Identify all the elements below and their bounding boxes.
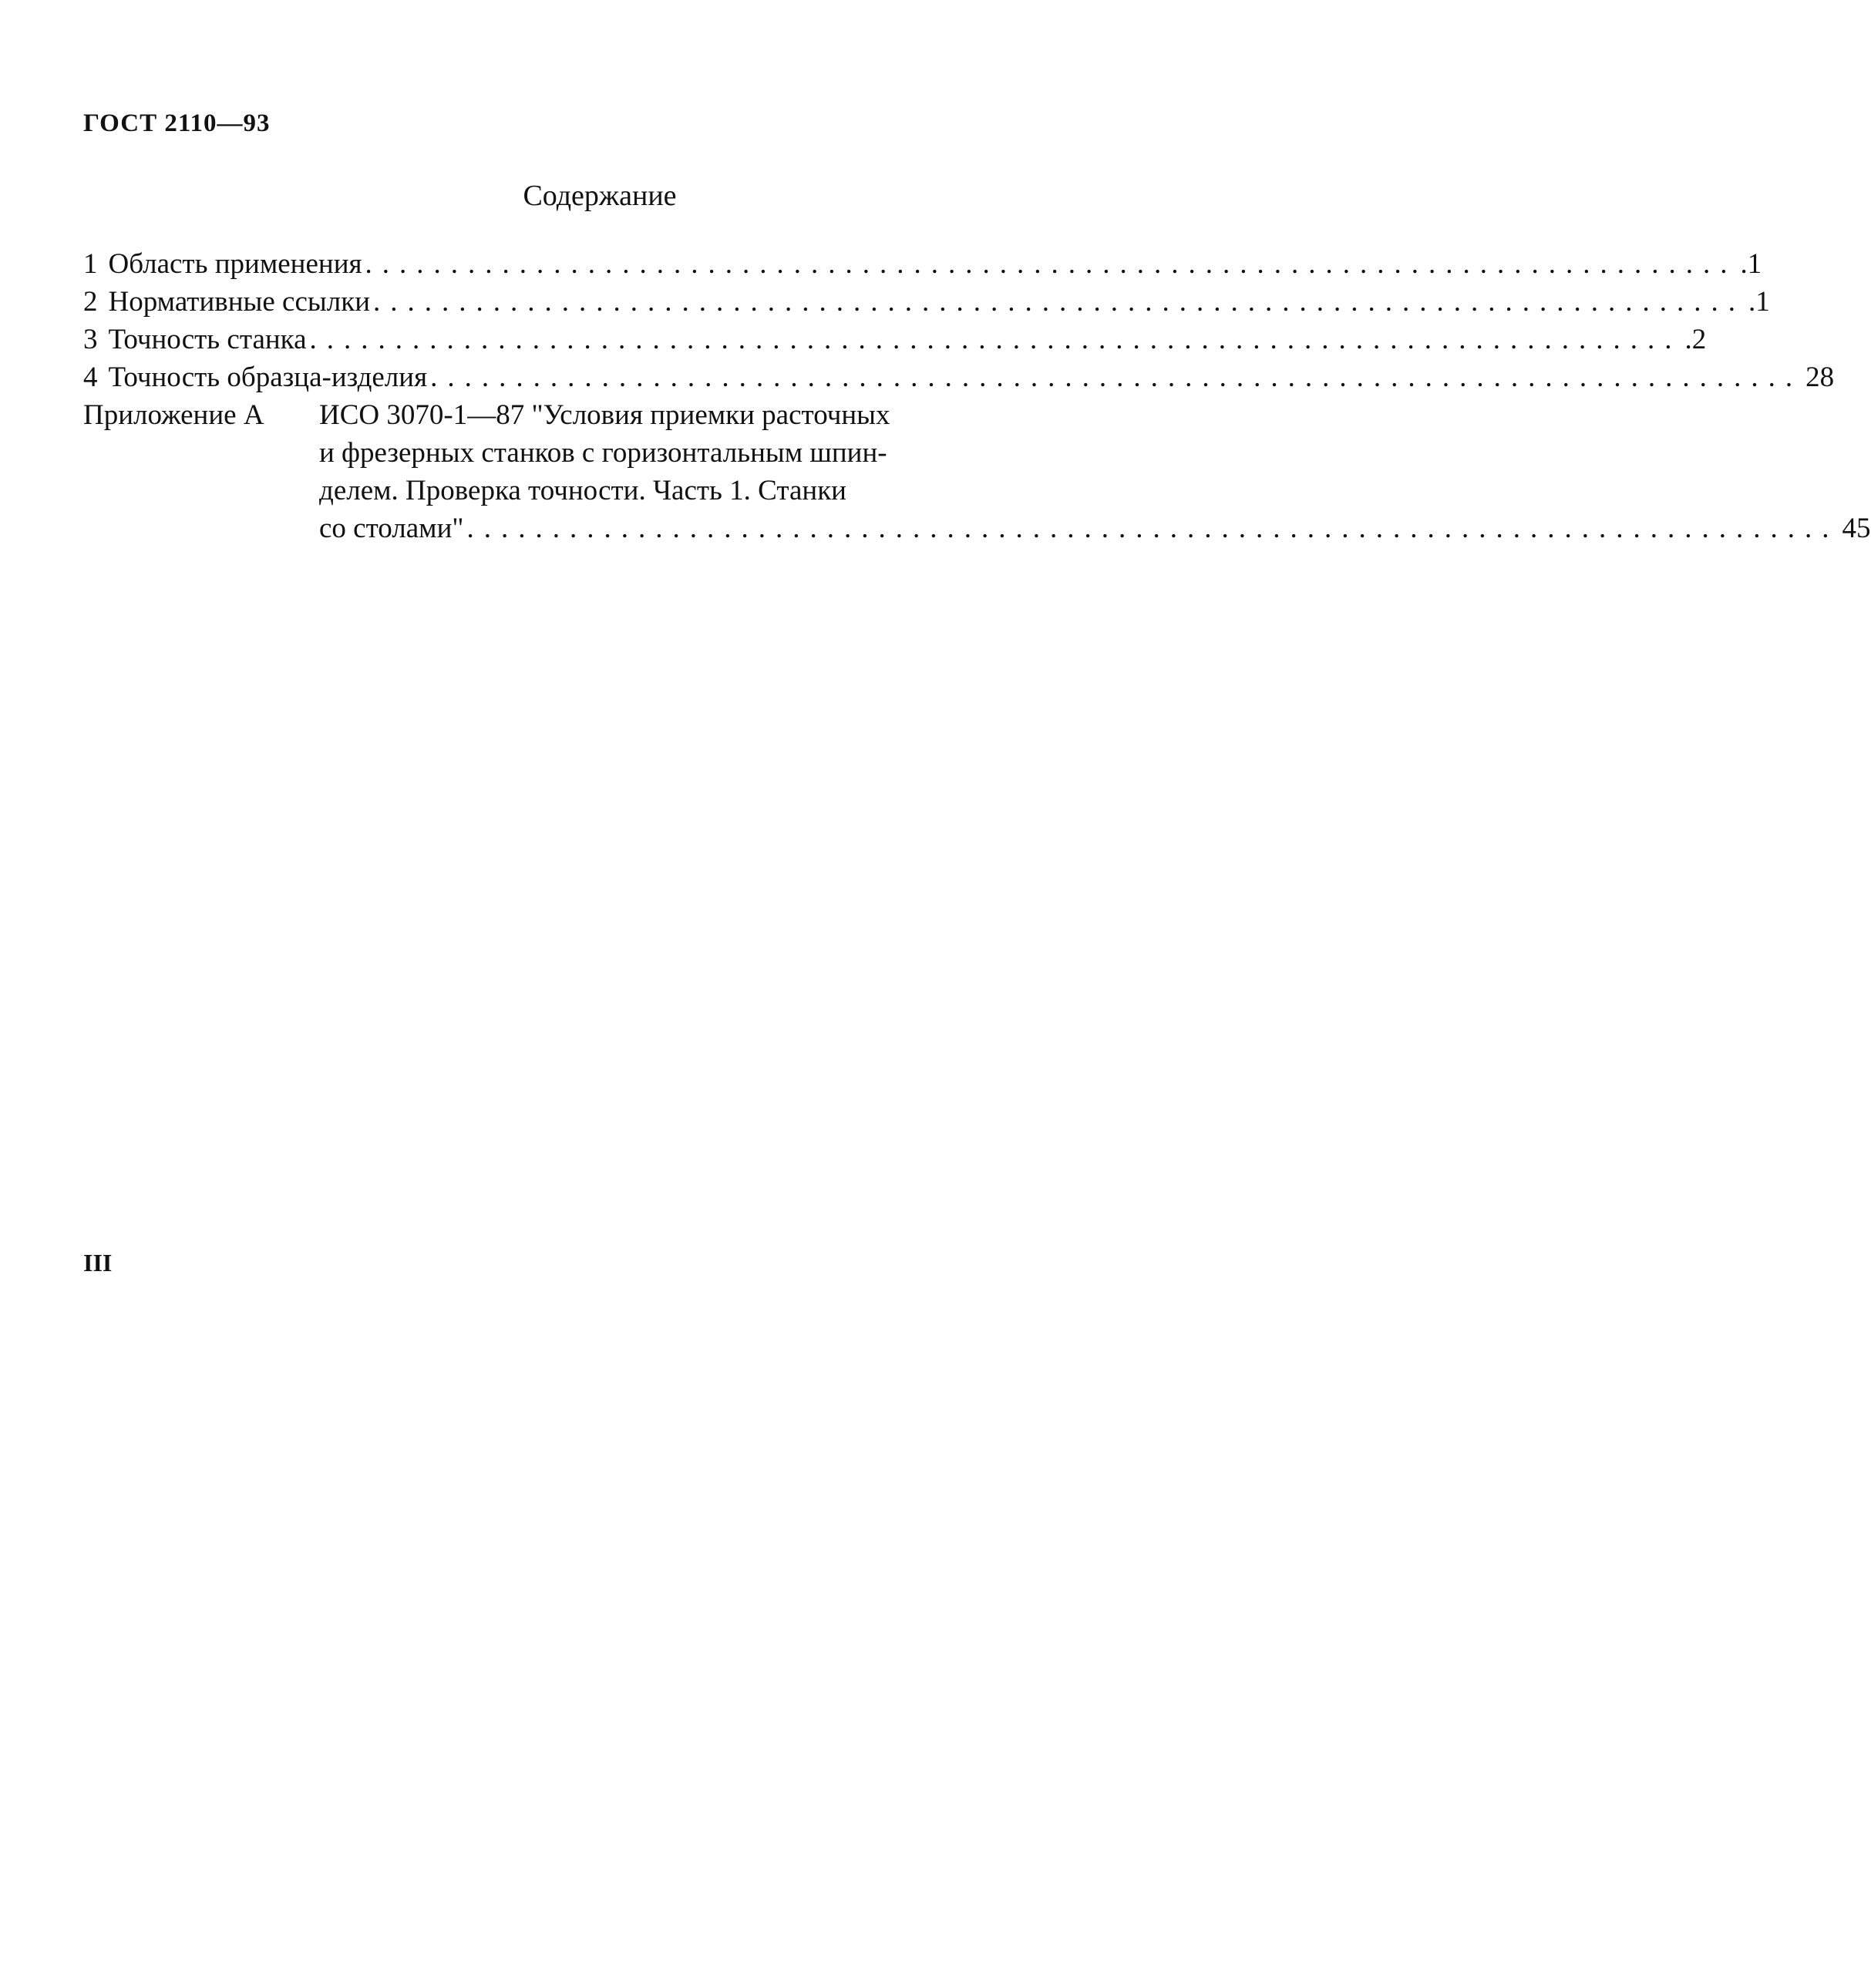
- toc-item-4[interactable]: [83, 358, 1835, 396]
- toc-item-label: Нормативные ссылки: [108, 286, 371, 318]
- appendix-title-line: делем. Проверка точности. Часть 1. Станки: [319, 475, 846, 506]
- toc-item-number: 3: [83, 324, 98, 355]
- document-code-header: ГОСТ 2110—93: [83, 109, 271, 137]
- toc-leader-dots: ................................................................................: [430, 362, 1803, 393]
- toc-item-number: 2: [83, 286, 98, 318]
- toc-appendix-a[interactable]: [83, 396, 1871, 547]
- toc-item-label: Точность станка: [108, 324, 307, 355]
- toc-item-3[interactable]: [83, 321, 1707, 358]
- page-title: Содержание: [523, 180, 677, 212]
- toc-item-label: Область применения: [108, 248, 362, 280]
- appendix-title-line: и фрезерных станков с горизонтальным шпин-: [319, 437, 887, 469]
- toc-leader-dots: ................................................................................: [466, 513, 1839, 544]
- toc-item-page: .1: [1748, 286, 1770, 318]
- toc-item-label: Точность образца-изделия: [108, 362, 428, 393]
- appendix-title-line: со столами": [319, 513, 464, 544]
- toc-leader-dots: ................................................................................: [365, 248, 1738, 280]
- table-of-contents: [83, 245, 1871, 547]
- toc-item-page: .2: [1684, 324, 1707, 355]
- toc-item-number: 4: [83, 362, 98, 393]
- toc-item-page: 28: [1805, 362, 1835, 393]
- toc-item-2[interactable]: [83, 283, 1770, 321]
- toc-item-page: 45: [1842, 513, 1871, 544]
- toc-item-page: .1: [1740, 248, 1762, 280]
- page-number: III: [83, 1249, 113, 1277]
- toc-item-1[interactable]: [83, 245, 1762, 283]
- appendix-title-line: ИСО 3070-1—87 "Условия приемки расточных: [319, 399, 890, 431]
- toc-leader-dots: ................................................................................: [373, 286, 1746, 318]
- toc-item-number: 1: [83, 248, 98, 280]
- toc-leader-dots: ................................................................................: [309, 324, 1682, 355]
- appendix-prefix: Приложение А: [83, 399, 264, 431]
